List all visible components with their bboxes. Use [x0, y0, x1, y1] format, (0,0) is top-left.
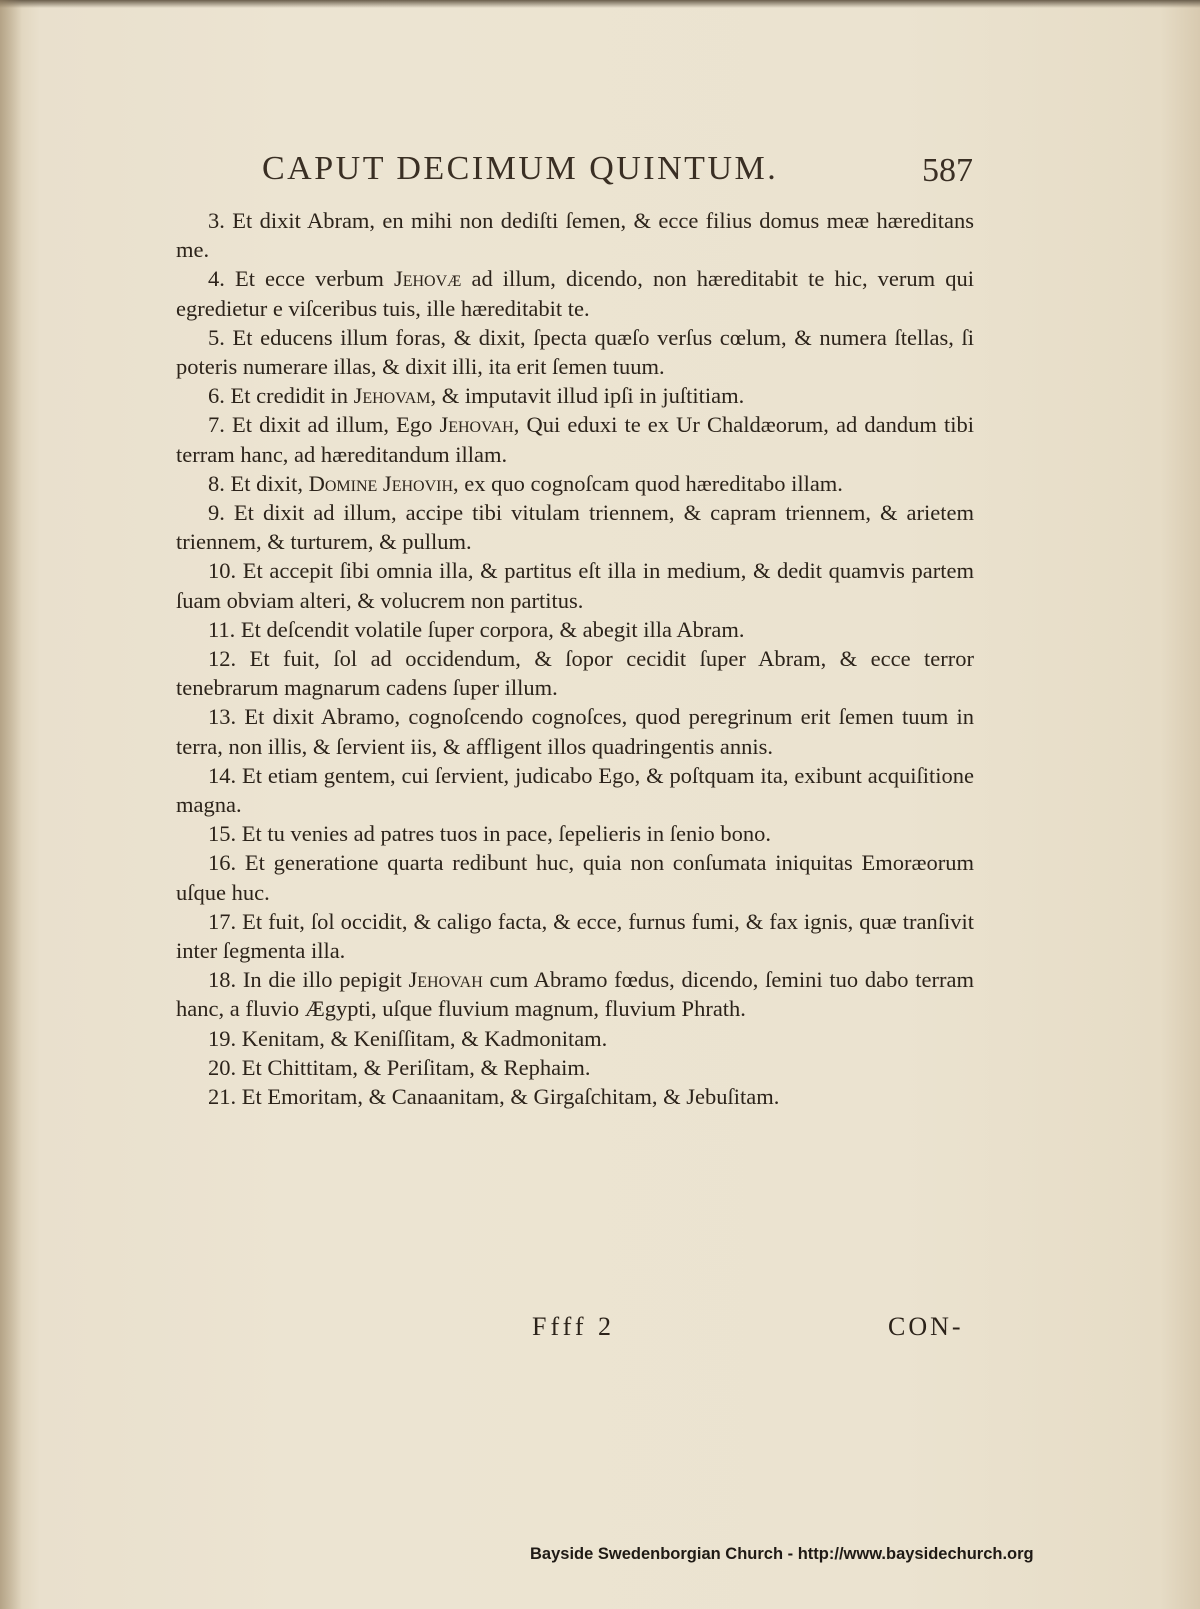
verse-text: 6. Et credidit in [208, 383, 354, 409]
verse [176, 615, 974, 644]
verse-text: , ex quo cognoſcam quod hæreditabo illam. [453, 470, 843, 496]
verse-text: 16. Et generatione quarta redibunt huc, quia non conſumata iniquitas Emoræorum uſque huc. [176, 850, 974, 905]
verse [176, 410, 974, 468]
verse [176, 469, 974, 498]
verse-text: ad illum, dicendo, non hæreditabit te hic, verum qui egredietur e viſceribus tuis, ille hæreditabit te. [176, 266, 975, 321]
verse [176, 206, 974, 264]
divine-name: Jehovah [439, 412, 514, 438]
divine-name: Domine Jehovih [308, 470, 454, 496]
verse [176, 644, 974, 702]
verse [176, 1082, 974, 1111]
verse-text: 3. Et dixit Abram, en mihi non dediſti ſemen, & ecce filius domus meæ hæreditans me. [176, 208, 974, 263]
verse [176, 965, 974, 1023]
page-number: 587 [922, 152, 973, 189]
verse [176, 761, 974, 819]
page-edge-shadow [0, 0, 1200, 8]
verse [176, 556, 974, 614]
verse [176, 1024, 974, 1053]
verse-list [176, 206, 974, 1111]
verse-text: 7. Et dixit ad illum, Ego [208, 412, 440, 438]
divine-name: Jehovam [353, 383, 431, 409]
verse [176, 381, 974, 410]
divine-name: Jehovæ [393, 266, 462, 292]
verse-text: 11. Et deſcendit volatile ſuper corpora, & abegit illa Abram. [208, 616, 745, 642]
verse [176, 819, 974, 848]
verse-text: 13. Et dixit Abramo, cognoſcendo cognoſces, quod peregrinum erit ſemen tuum in terra, non illis, & ſervient iis, & affligent illos quadringentis annis. [176, 704, 974, 759]
verse [176, 907, 974, 965]
verse-text: 18. In die illo pepigit [208, 967, 409, 993]
verse-text: 17. Et fuit, ſol occidit, & caligo facta, & ecce, furnus fumi, & fax ignis, quæ tranſivit inter ſegmenta illa. [176, 908, 974, 964]
verse-text: 4. Et ecce verbum [208, 266, 394, 292]
printer-signature: Ffff 2 [532, 1312, 615, 1341]
verse-text: 9. Et dixit ad illum, accipe tibi vitulam triennem, & capram triennem, & arietem triennem, & turturem, & pullum. [176, 500, 974, 555]
verse [176, 323, 974, 381]
verse-text: , Qui eduxi te ex Ur Chaldæorum, ad dandum tibi terram hanc, ad hæreditandum illam. [176, 412, 974, 467]
divine-name: Jehovah [408, 967, 483, 993]
verse-text: 21. Et Emoritam, & Canaanitam, & Girgaſchitam, & Jebuſitam. [208, 1084, 780, 1110]
page-title: CAPUT DECIMUM QUINTUM. [262, 150, 779, 187]
verse-text: 15. Et tu venies ad patres tuos in pace, ſepelieris in ſenio bono. [208, 821, 771, 847]
verse [176, 498, 974, 556]
verse-text: cum Abramo fœdus, dicendo, ſemini tuo dabo terram hanc, a fluvio Ægypti, uſque fluvium magnum, fluvium Phrath. [176, 967, 974, 1022]
verse [176, 848, 974, 906]
verse-text: , & imputavit illud ipſi in juſtitiam. [430, 383, 745, 409]
verse-text: 14. Et etiam gentem, cui ſervient, judicabo Ego, & poſtquam ita, exibunt acquiſitione magna. [176, 762, 974, 818]
verse-text: 10. Et accepit ſibi omnia illa, & partitus eſt illa in medium, & dedit quamvis partem ſuam obviam alteri, & volucrem non partitus. [176, 558, 974, 613]
verse-text: 19. Kenitam, & Keniſſitam, & Kadmonitam. [208, 1025, 608, 1051]
gutter-shadow [0, 0, 22, 1609]
verse [176, 702, 974, 760]
verse [176, 1053, 974, 1082]
verse-text: 8. Et dixit, [208, 470, 309, 496]
catchword: CON- [888, 1312, 964, 1341]
verse [176, 264, 974, 322]
verse-text: 12. Et fuit, ſol ad occidendum, & ſopor cecidit ſuper Abram, & ecce terror tenebrarum magnarum cadens ſuper illum. [176, 646, 974, 701]
source-credit: Bayside Swedenborgian Church - http://www.baysidechurch.org [530, 1545, 1034, 1563]
verse-text: 5. Et educens illum foras, & dixit, ſpecta quæſo verſus cœlum, & numera ſtellas, ſi poteris numerare illas, & dixit illi, ita erit ſemen tuum. [176, 324, 974, 380]
verse-text: 20. Et Chittitam, & Periſitam, & Rephaim. [208, 1054, 591, 1080]
